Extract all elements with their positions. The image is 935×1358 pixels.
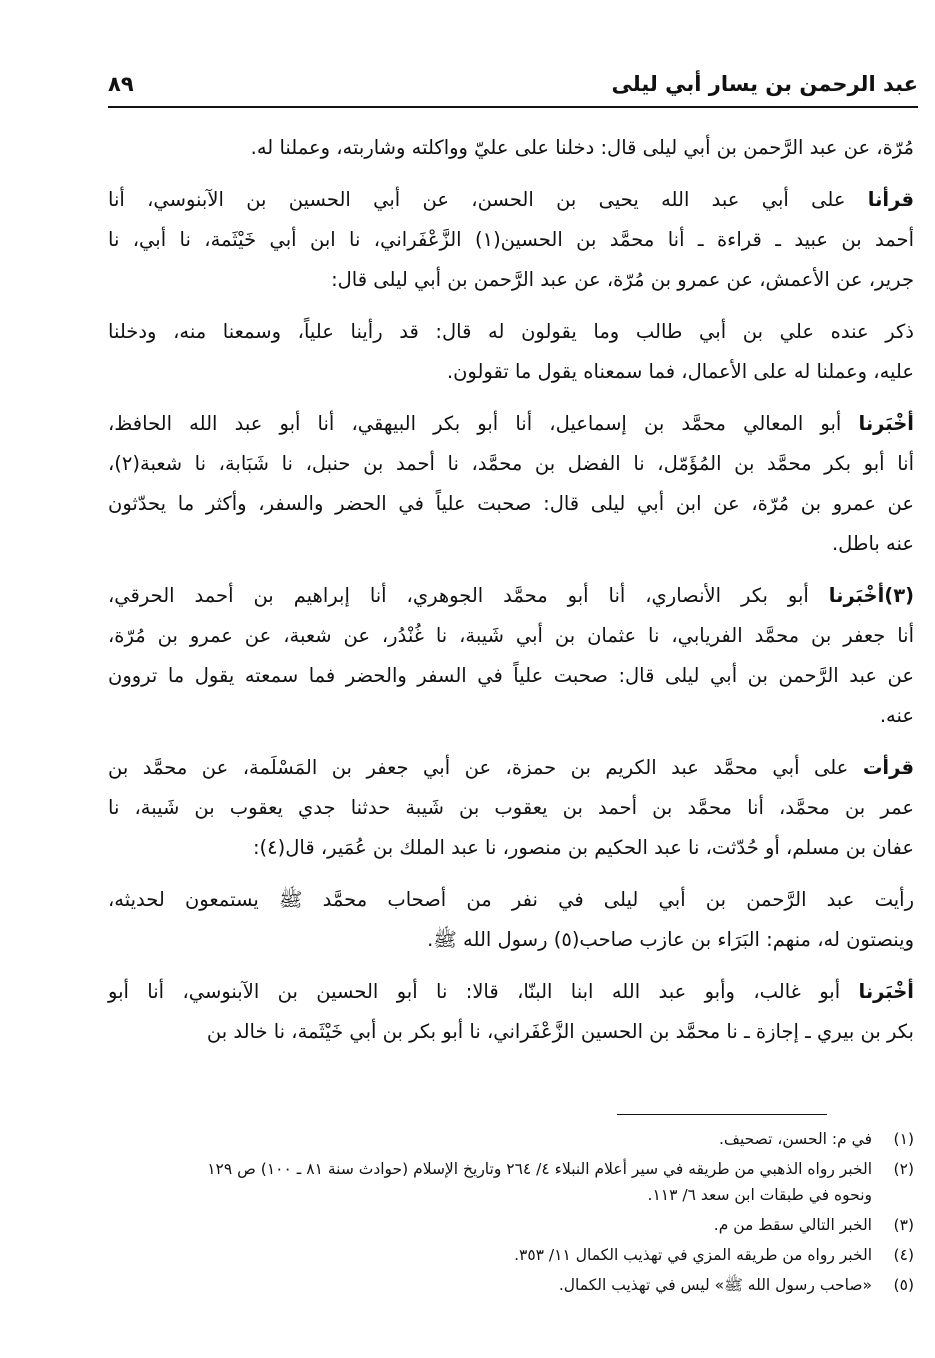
text-line xyxy=(108,180,914,220)
paragraph xyxy=(108,180,914,300)
line-text: عليه، وعملنا له على الأعمال، فما سمعناه يقول ما تقولون. xyxy=(446,360,914,383)
paragraph-lead-word: قرأنا xyxy=(867,188,914,211)
text-line xyxy=(108,616,914,656)
footnote xyxy=(108,1212,914,1238)
footnote xyxy=(108,1272,914,1298)
footnote-line: الخبر رواه الذهبي من طريقه في سير أعلام النبلاء ٤/ ٢٦٤ وتاريخ الإسلام (حوادث سنة ٨١ ـ ١٠٠) ص ١٢٩ xyxy=(207,1160,872,1178)
footnote-rule xyxy=(617,1114,827,1115)
paragraph-lead-word: أخْبَرنا xyxy=(858,980,914,1003)
text-line xyxy=(108,352,914,392)
text-line xyxy=(108,260,914,300)
paragraph xyxy=(108,972,914,1052)
line-text: أبو المعالي محمَّد بن إسماعيل، أنا أبو بكر البيهقي، أنا أبو عبد الله الحافظ، xyxy=(108,412,842,435)
line-text: على أبي محمَّد عبد الكريم بن حمزة، عن أبي جعفر بن المَسْلَمة، عن محمَّد بن xyxy=(108,756,849,779)
paragraph-lead-word: أخْبَرنا xyxy=(858,412,914,435)
running-title: عبد الرحمن بن يسار أبي ليلى xyxy=(611,72,918,96)
line-text: أنا جعفر بن محمَّد الفريابي، نا عثمان بن أبي شَيبة، نا غُنْدُر، عن شعبة، عن عمرو بن مُرّة، xyxy=(108,624,914,647)
text-line xyxy=(108,576,914,616)
line-text: عنه باطل. xyxy=(831,532,914,555)
footnote-number: (٢) xyxy=(893,1160,914,1178)
paragraph xyxy=(108,404,914,564)
line-text: رأيت عبد الرَّحمن بن أبي ليلى في نفر من أصحاب محمَّد ﷺ يستمعون لحديثه، xyxy=(108,888,914,911)
paragraph-lead-word: قرأت xyxy=(862,756,914,779)
footnotes xyxy=(108,1126,914,1302)
line-text: ذكر عنده علي بن أبي طالب وما يقولون له قال: قد رأينا علياً، وسمعنا منه، ودخلنا xyxy=(108,320,914,343)
text-line xyxy=(108,312,914,352)
footnote xyxy=(108,1126,914,1152)
line-text: أبو بكر الأنصاري، أنا أبو محمَّد الجوهري، أنا إبراهيم بن أحمد الحرقي، xyxy=(108,584,809,607)
footnote-line: ونحوه في طبقات ابن سعد ٦/ ١١٣. xyxy=(647,1186,872,1204)
text-line xyxy=(108,1012,914,1052)
line-text: عنه. xyxy=(879,704,914,727)
line-text: عن عمرو بن مُرّة، عن ابن أبي ليلى قال: صحبت علياً في الحضر والسفر، وأكثر ما يحدّثون xyxy=(108,492,914,515)
text-line xyxy=(108,972,914,1012)
footnote-line: «صاحب رسول الله ﷺ» ليس في تهذيب الكمال. xyxy=(558,1276,872,1294)
footnote-number: (١) xyxy=(893,1130,914,1148)
paragraph xyxy=(108,748,914,868)
footnote-text xyxy=(108,1212,872,1238)
footnote-line: الخبر رواه من طريقه المزي في تهذيب الكمال ١١/ ٣٥٣. xyxy=(514,1246,872,1264)
footnote-number: (٥) xyxy=(893,1276,914,1294)
paragraph xyxy=(108,128,914,168)
paragraph xyxy=(108,576,914,736)
line-text: أحمد بن عبيد ـ قراءة ـ أنا محمَّد بن الحسين(١) الزَّعْفَراني، نا ابن أبي خَيْثَمة، نا أبي، نا xyxy=(108,228,914,251)
header-rule xyxy=(108,106,918,108)
line-text: عفان بن مسلم، أو حُدّثت، نا عبد الحكيم بن منصور، نا عبد الملك بن عُمَير، قال(٤): xyxy=(252,836,914,859)
line-text: على أبي عبد الله يحيى بن الحسن، عن أبي الحسين بن الآبنوسي، أنا xyxy=(108,188,846,211)
footnote xyxy=(108,1156,914,1208)
footnote-line: في م: الحسن، تصحيف. xyxy=(718,1130,872,1148)
text-line xyxy=(108,788,914,828)
text-line xyxy=(108,656,914,696)
text-line xyxy=(108,404,914,444)
footnote-line: الخبر التالي سقط من م. xyxy=(713,1216,872,1234)
text-line xyxy=(108,128,914,168)
footnote-text xyxy=(108,1126,872,1152)
line-text: وينصتون له، منهم: البَرَاء بن عازب صاحب(٥) رسول الله ﷺ. xyxy=(427,928,914,951)
footnote-number: (٣) xyxy=(893,1216,914,1234)
footnote-text xyxy=(108,1272,872,1298)
line-text: جرير، عن الأعمش، عن عمرو بن مُرّة، عن عبد الرَّحمن بن أبي ليلى قال: xyxy=(331,268,914,291)
line-text: عمر بن محمَّد، أنا محمَّد بن أحمد بن يعقوب بن شَيبة حدثنا جدي يعقوب بن شَيبة، نا xyxy=(108,796,914,819)
line-text: عن عبد الرَّحمن بن أبي ليلى قال: صحبت علياً في السفر والحضر فما سمعته يقول ما تروون xyxy=(108,664,914,687)
text-line xyxy=(108,220,914,260)
main-text xyxy=(108,128,914,1064)
text-line xyxy=(108,484,914,524)
text-line xyxy=(108,524,914,564)
text-line xyxy=(108,920,914,960)
paragraph-lead-word: (٣)أخْبَرنا xyxy=(828,584,915,607)
line-text: بكر بن بيري ـ إجازة ـ نا محمَّد بن الحسين الزَّعْفَراني، نا أبو بكر بن أبي خَيْثَمة، نا خالد بن xyxy=(206,1020,914,1043)
text-line xyxy=(108,444,914,484)
footnote xyxy=(108,1242,914,1268)
paragraph xyxy=(108,880,914,960)
page-header xyxy=(108,70,918,104)
footnote-text xyxy=(108,1242,872,1268)
line-text: أنا أبو بكر محمَّد بن المُؤَمّل، نا الفضل بن محمَّد، نا أحمد بن حنبل، نا شَبَابة، نا شعبة(٢)، xyxy=(108,452,914,475)
text-line xyxy=(108,748,914,788)
footnote-number: (٤) xyxy=(893,1246,914,1264)
text-line xyxy=(108,696,914,736)
text-line xyxy=(108,828,914,868)
line-text: مُرّة، عن عبد الرَّحمن بن أبي ليلى قال: دخلنا على عليّ وواكلته وشاربته، وعملنا له. xyxy=(250,136,914,159)
footnote-text xyxy=(108,1156,872,1208)
line-text: أبو غالب، وأبو عبد الله ابنا البنّا، قالا: نا أبو الحسين بن الآبنوسي، أنا أبو xyxy=(108,980,841,1003)
text-line xyxy=(108,880,914,920)
paragraph xyxy=(108,312,914,392)
page-number: ٨٩ xyxy=(108,72,134,96)
